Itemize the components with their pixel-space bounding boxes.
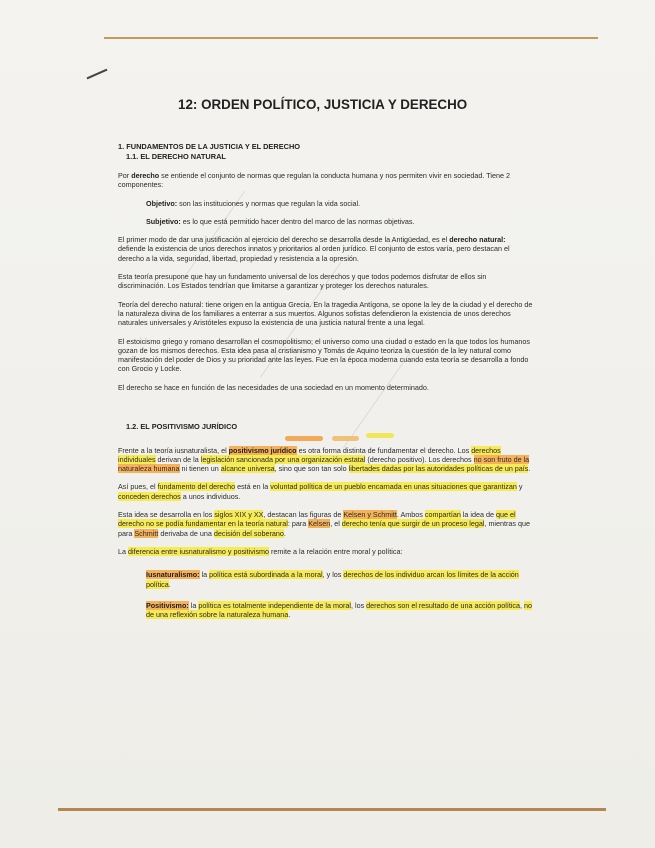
text: ni tienen un (179, 464, 221, 474)
paragraph (118, 547, 534, 556)
definition-subjetivo (146, 217, 534, 226)
section-heading: 1. FUNDAMENTOS DE LA JUSTICIA Y EL DERECHO (118, 142, 301, 151)
subsection-heading: 1.2. EL POSITIVISMO JURÍDICO (126, 422, 238, 432)
bottom-border-line (58, 808, 606, 811)
highlight: derechos son el resultado de una acción política (366, 600, 521, 610)
text: se entiende el conjunto de normas que regulan la conducta humana y nos permiten vivir en sociedad. Tiene 2 componentes: (118, 171, 510, 190)
text: , el (330, 519, 342, 529)
paragraph: El derecho se hace en función de las necesidades de una sociedad en un momento determinado. (118, 382, 429, 392)
text: son las instituciones y normas que regulan la vida social. (177, 198, 361, 208)
text: y (516, 482, 523, 492)
text: remite a la relación entre moral y política: (269, 546, 403, 556)
highlight-orange: Iusnaturalismo: (146, 570, 200, 580)
text: , los (350, 600, 367, 610)
paragraph: Teoría del derecho natural: tiene origen en la antigua Grecia. En la tragedia Antígona, se opone la ley de la ciudad y el derecho de la naturaleza divina de los familiares a enterrar a sus muertos. Algunos sofistas defendieron la existencia de unos derechos naturales universales y Aristóteles expuso la existencia de una justicia natural frente a una legal. (118, 299, 533, 328)
bold-term: Objetivo: (146, 198, 178, 208)
text: es otra forma distinta de fundamentar el derecho. Los (296, 445, 472, 455)
bold-term: Subjetivo: (146, 216, 181, 226)
highlight: que el derecho no se podía fundamentar en la teoría natural (118, 510, 516, 529)
bold-term: derecho (131, 171, 160, 180)
highlight: compartían (424, 510, 461, 520)
text: la (188, 600, 199, 610)
text: Esta idea se desarrolla en los (118, 510, 215, 520)
text: Frente a la teoría iusnaturalista, el (118, 445, 229, 455)
text: , mientras que para (118, 519, 530, 538)
highlight: legislación sancionada por una organización estatal (200, 454, 366, 464)
highlight-orange: Schmitt (134, 528, 159, 538)
definition-objetivo (146, 199, 534, 208)
paragraph: Esta teoría presupone que hay un fundamento universal de los derechos y que todos podemos disfrutar de ellos sin discriminación. Los Estados tendrían que limitarse a garantizar y proteger los derechos naturales. (118, 272, 487, 291)
highlight: alcance universa (220, 464, 275, 474)
text: la idea de (460, 510, 496, 520)
text: Así pues, el (118, 482, 158, 492)
text: : para (287, 519, 309, 529)
text: , (520, 600, 525, 610)
highlight-orange: Positivismo: (146, 600, 189, 610)
text: la (199, 570, 210, 580)
highlight: no de una reflexión sobre la naturaleza humana (146, 600, 533, 620)
subsection-heading: 1.1. EL DERECHO NATURAL (126, 151, 226, 161)
text: es lo que está permitido hacer dentro del marco de las normas objetivas. (180, 216, 415, 226)
text: . (528, 464, 531, 474)
text: defiende la existencia de unos derechos innatos y prioritarios al orden jurídico. El conjunto de estos varía, pero destacan el derecho a la vida, seguridad, libertad, propiedad y resistencia a la opresión. (118, 244, 510, 263)
yellow-swatch (366, 433, 394, 438)
highlight-orange: positivismo jurídico (228, 445, 297, 455)
highlight: decisión del soberano (213, 528, 284, 538)
document-body (118, 96, 534, 619)
highlight: derecho tenía que surgir de un proceso legal (341, 519, 485, 529)
text: El primer modo de dar una justificación al ejercicio del derecho se desarrolla desde la Antigüedad, es el (118, 235, 450, 245)
text: está en la (235, 482, 271, 492)
highlight: fundamento del derecho (157, 482, 236, 492)
text: , destacan las figuras de (263, 510, 344, 520)
text: . Ambos (396, 510, 425, 520)
highlight: libertades dadas por las autoridades políticas de un país (348, 464, 529, 474)
highlight: conceden derechos (118, 491, 181, 501)
highlight: política es totalmente independiente de la moral (198, 600, 351, 610)
highlight: política está subordinada a la moral (209, 570, 323, 580)
text: a unos individuos. (180, 491, 241, 501)
text: derivaba de una (158, 528, 214, 538)
highlight-orange: Kelsen (308, 519, 331, 529)
paragraph (118, 510, 534, 538)
text: . (168, 579, 171, 589)
document-title: 12: ORDEN POLÍTICO, JUSTICIA Y DERECHO (178, 97, 468, 112)
highlight-orange: no son fruto de la naturaleza humana (118, 454, 530, 474)
highlight: siglos XIX y XX (214, 510, 264, 520)
definition-iusnaturalismo (146, 570, 534, 589)
peach-swatch (332, 436, 359, 441)
highlight: voluntad política de un pueblo encarnada en unas situaciones que garantizan (270, 482, 517, 492)
highlight: diferencia entre iusnaturalismo y positivismo (128, 546, 270, 556)
text: Por (118, 171, 132, 180)
text: , y los (322, 570, 344, 580)
highlight: derechos de los individuo arcan los límites de la acción política (146, 570, 519, 589)
text: , sino que son tan solo (274, 464, 349, 474)
top-border-line (104, 37, 598, 39)
pen-mark (87, 69, 108, 80)
paragraph: El estoicismo griego y romano desarrollan el cosmopolitismo; el universo como una ciudad o estado en la que todos los humanos gozan de los mismos derechos. Esta idea pasa al cristianismo y Tomás de Aquino teoriza la cuestión de la ley natural como manifestación del poder de Dios y su prioridad ante las leyes. Fue en la época moderna cuando esta teoría se desarrolla a fondo con Grocio y Locke. (118, 336, 530, 374)
highlight-orange: Kelsen y Schmitt (343, 510, 397, 520)
text: La (118, 546, 128, 556)
paragraph (118, 482, 534, 501)
text: . (283, 528, 286, 538)
paragraph (118, 235, 534, 263)
definition-positivismo (146, 601, 534, 620)
text: (derecho positivo). Los derechos (365, 454, 474, 464)
paragraph (118, 171, 534, 190)
paragraph (118, 446, 534, 474)
text: derivan de la (155, 454, 201, 464)
bold-term: derecho natural: (449, 235, 506, 245)
highlight: derechos individuales (118, 445, 501, 464)
text: . (288, 610, 291, 620)
orange-swatch (285, 436, 323, 441)
